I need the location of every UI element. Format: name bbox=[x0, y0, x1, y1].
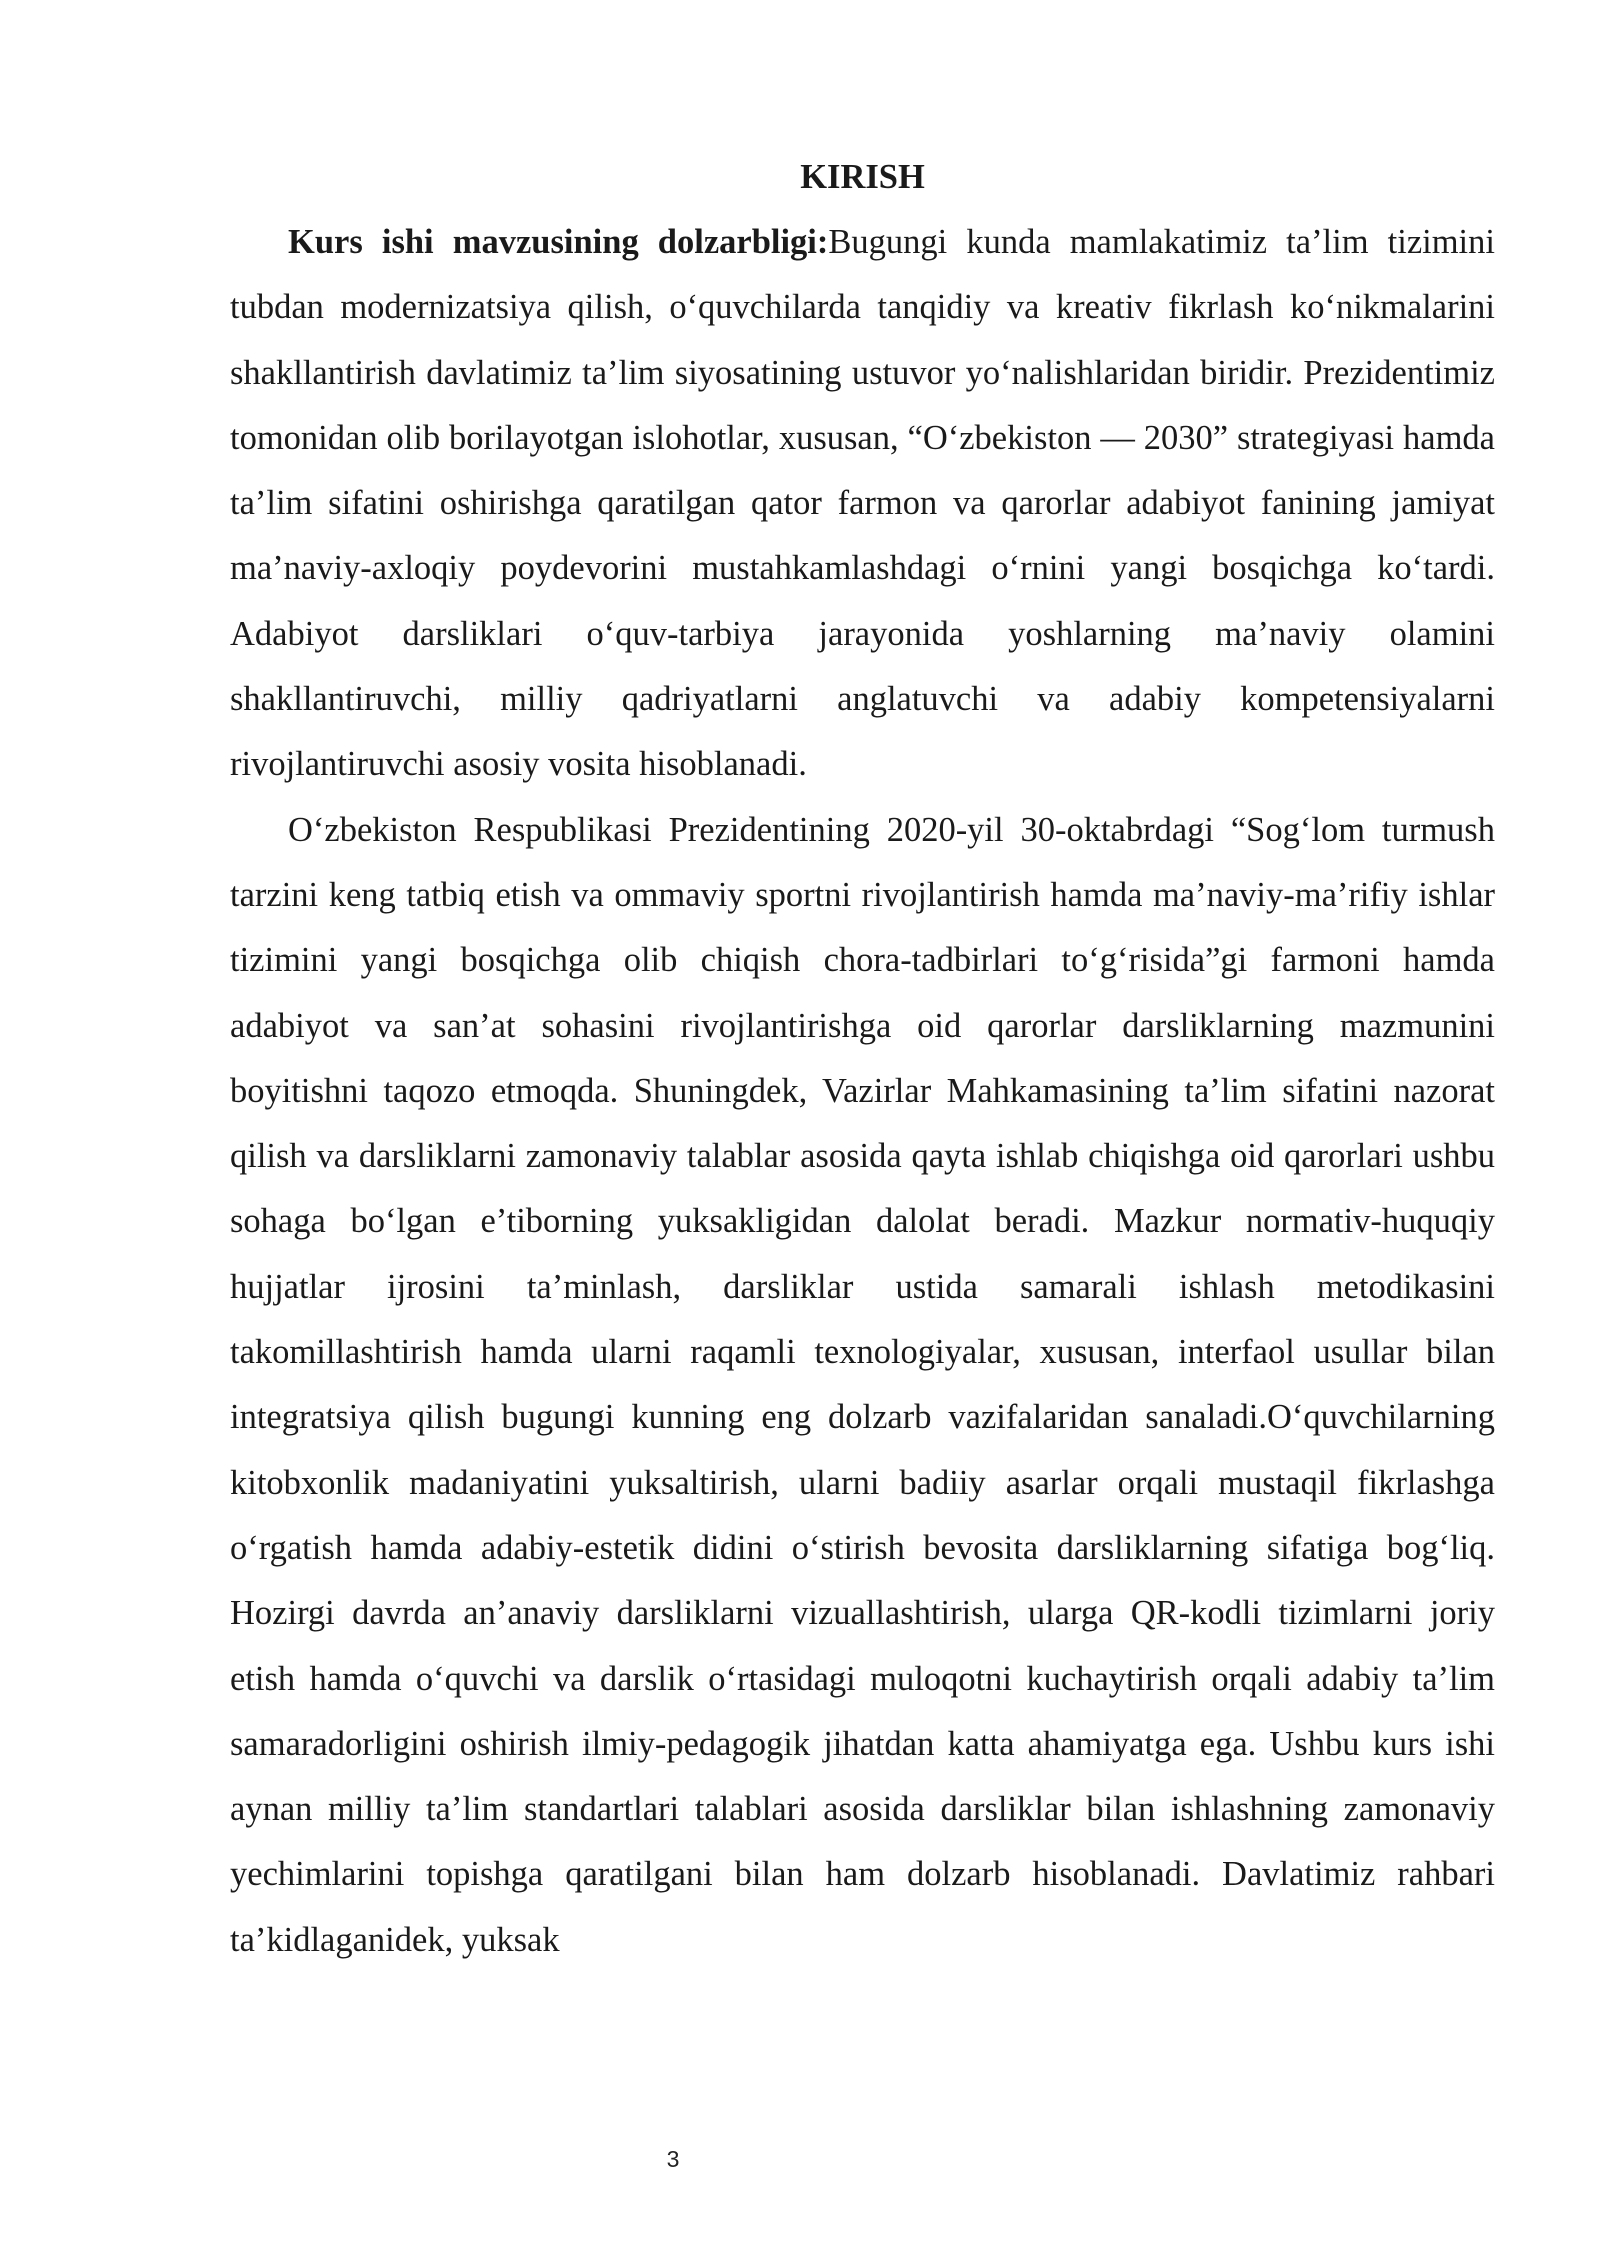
paragraph-relevance bbox=[230, 210, 1495, 798]
paragraph-lead-heading: Kurs ishi mavzusining dolzarbligi: bbox=[288, 223, 829, 261]
paragraph-relevance-text: Bugungi kunda mamlakatimiz ta’lim tizimini tubdan modernizatsiya qilish, o‘quvchilarda tanqidiy va kreativ fikrlash ko‘nikmalarini shakllantirish davlatimiz ta’lim siyosatining ustuvor yo‘nalishlaridan biridir. Prezidentimiz tomonidan olib borilayotgan islohotlar, xususan, “O‘zbekiston — 2030” strategiyasi hamda ta’lim sifatini oshirishga qaratilgan qator farmon va qarorlar adabiyot fanining jamiyat ma’naviy-axloqiy poydevorini mustahkamlashdagi o‘rnini yangi bosqichga ko‘tardi. Adabiyot darsliklari o‘quv-tarbiya jarayonida yoshlarning ma’naviy olamini shakllantiruvchi, milliy qadriyatlarni anglatuvchi va adabiy kompetensiyalarni rivojlantiruvchi asosiy vosita hisoblanadi. bbox=[230, 223, 1495, 784]
paragraph-decrees: O‘zbekiston Respublikasi Prezidentining 2020-yil 30-oktabrdagi “Sog‘lom turmush tarzini keng tatbiq etish va ommaviy sportni rivojlantirish hamda ma’naviy-ma’rifiy ishlar tizimini yangi bosqichga olib chiqish chora-tadbirlari to‘g‘risida”gi farmoni hamda adabiyot va san’at sohasini rivojlantirishga oid qarorlar darsliklarning mazmunini boyitishni taqozo etmoqda. Shuningdek, Vazirlar Mahkamasining ta’lim sifatini nazorat qilish va darsliklarni zamonaviy talablar asosida qayta ishlab chiqishga oid qarorlari ushbu sohaga bo‘lgan e’tiborning yuksakligidan dalolat beradi. Mazkur normativ-huquqiy hujjatlar ijrosini ta’minlash, darsliklar ustida samarali ishlash metodikasini takomillashtirish hamda ularni raqamli texnologiyalar, xususan, interfaol usullar bilan integratsiya qilish bugungi kunning eng dolzarb vazifalaridan sanaladi.O‘quvchilarning kitobxonlik madaniyatini yuksaltirish, ularni badiiy asarlar orqali mustaqil fikrlashga o‘rgatish hamda adabiy-estetik didini o‘stirish bevosita darsliklarning sifatiga bog‘liq. Hozirgi davrda an’anaviy darsliklarni vizuallashtirish, ularga QR-kodli tizimlarni joriy etish hamda o‘quvchi va darslik o‘rtasidagi muloqotni kuchaytirish orqali adabiy ta’lim samaradorligini oshirish ilmiy-pedagogik jihatdan katta ahamiyatga ega. Ushbu kurs ishi aynan milliy ta’lim standartlari talablari asosida darsliklar bilan ishlashning zamonaviy yechimlarini topishga qaratilgani bilan ham dolzarb hisoblanadi. Davlatimiz rahbari ta’kidlaganidek, yuksak bbox=[230, 810, 1495, 1959]
page-number: 3 bbox=[666, 2146, 680, 2172]
section-title: KIRISH bbox=[800, 158, 925, 196]
document-body bbox=[230, 145, 1495, 1973]
